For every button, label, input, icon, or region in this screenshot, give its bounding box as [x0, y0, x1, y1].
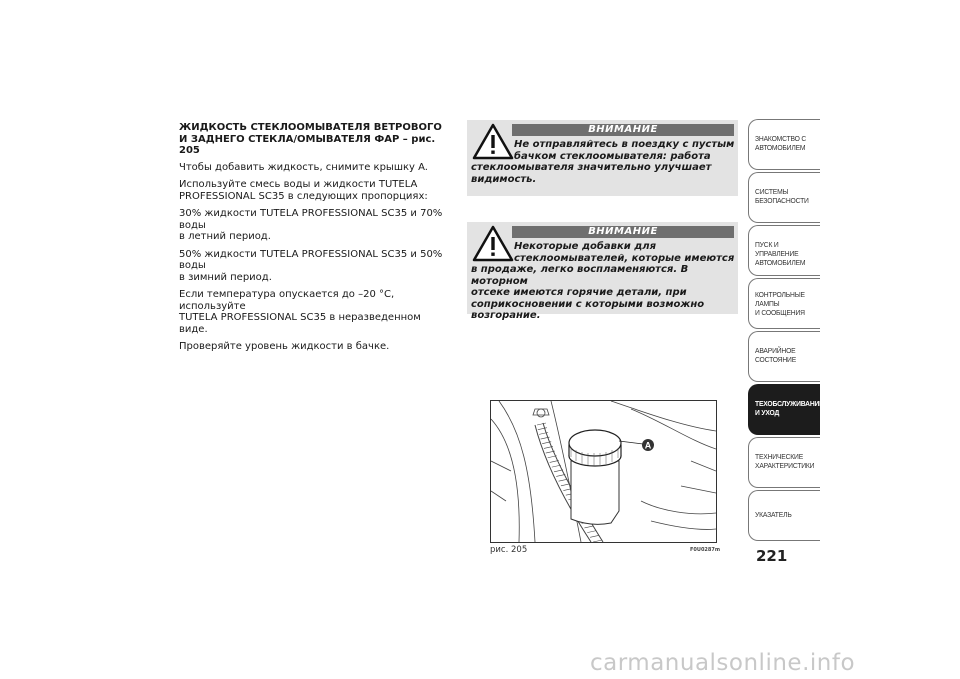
- paragraph: 50% жидкости TUTELA PROFESSIONAL SC35 и 50% воды в зимний период.: [179, 248, 443, 283]
- tab-specifications[interactable]: [748, 437, 820, 488]
- paragraph: Если температура опускается до –20 °C, используйте TUTELA PROFESSIONAL SC35 в неразведенном виде.: [179, 289, 421, 335]
- section-title: ЖИДКОСТЬ СТЕКЛООМЫВАТЕЛЯ ВЕТРОВОГО И ЗАДНЕГО СТЕКЛА/ОМЫВАТЕЛЯ ФАР – рис. 205: [179, 122, 442, 156]
- warning-text-rest: в продаже, легко воспламеняются. В моторном отсеке имеются горячие детали, при соприкосновении с которыми возможно возгорание.: [471, 264, 705, 321]
- reservoir-illustration: [491, 401, 716, 542]
- washer-reservoir-figure: [490, 400, 717, 543]
- hose-rib: [552, 465, 561, 467]
- paragraph: Используйте смесь воды и жидкости TUTELA PROFESSIONAL SC35 в следующих пропорциях:: [179, 179, 428, 202]
- figure-code: F0U0287m: [690, 547, 721, 553]
- tab-label: УКАЗАТЕЛЬ: [755, 510, 792, 519]
- paragraph: Чтобы добавить жидкость, снимите крышку A.: [179, 161, 428, 173]
- paragraph: 30% жидкости TUTELA PROFESSIONAL SC35 и 70% воды в летний период.: [179, 208, 443, 242]
- tab-emergency[interactable]: [748, 331, 820, 382]
- warning-header: ВНИМАНИЕ: [512, 226, 734, 238]
- hose-rib: [584, 526, 593, 528]
- tab-warning-lights[interactable]: [748, 278, 820, 329]
- hose-rib: [559, 479, 568, 481]
- tab-driving[interactable]: [748, 225, 820, 276]
- warning-header: ВНИМАНИЕ: [512, 124, 734, 136]
- hose-rib: [561, 484, 570, 486]
- warning-box-2: [467, 222, 738, 321]
- figure-caption: рис. 205: [490, 545, 528, 555]
- warning-text-lead: Некоторые добавки для стеклоомывателей, которые имеются: [514, 241, 735, 264]
- tab-maintenance[interactable]: [748, 384, 824, 435]
- tab-label: ТЕХОБСЛУЖИВАНИЕ И УХОД: [755, 399, 824, 417]
- page-number: 221: [756, 547, 788, 565]
- hose-rib: [537, 423, 546, 425]
- warning-text-lead: Не отправляйтесь в поездку с пустым бачком стеклоомывателя: работа: [514, 139, 735, 162]
- warning-text-rest: стеклоомывателя значительно улучшает видимость.: [471, 162, 712, 185]
- hose-rib: [556, 474, 565, 476]
- tab-index[interactable]: [748, 490, 820, 541]
- tab-label: ЗНАКОМСТВО С АВТОМОБИЛЕМ: [755, 134, 807, 152]
- tab-label: ПУСК И УПРАВЛЕНИЕ АВТОМОБИЛЕМ: [755, 240, 806, 267]
- left-text-column: [179, 122, 447, 359]
- hose-rib: [593, 540, 602, 542]
- watermark: carmanualsonline.info: [590, 650, 856, 676]
- hose-rib: [554, 470, 563, 472]
- paragraph: Проверяйте уровень жидкости в бачке.: [179, 341, 390, 352]
- hose-rib: [590, 535, 599, 537]
- tab-intro[interactable]: [748, 119, 820, 170]
- tab-safety[interactable]: [748, 172, 820, 223]
- callout-a-label: A: [644, 440, 652, 451]
- tab-label: АВАРИЙНОЕ СОСТОЯНИЕ: [755, 346, 797, 364]
- tab-label: СИСТЕМЫ БЕЗОПАСНОСТИ: [755, 187, 809, 205]
- tab-label: ТЕХНИЧЕСКИЕ ХАРАКТЕРИСТИКИ: [755, 452, 815, 470]
- warning-box-1: [467, 120, 738, 196]
- hose-rib: [538, 428, 547, 430]
- warning-text: [471, 241, 738, 322]
- tab-label: КОНТРОЛЬНЫЕ ЛАМПЫ И СООБЩЕНИЯ: [755, 290, 805, 317]
- warning-text: [471, 139, 734, 185]
- hose-rib: [587, 531, 596, 533]
